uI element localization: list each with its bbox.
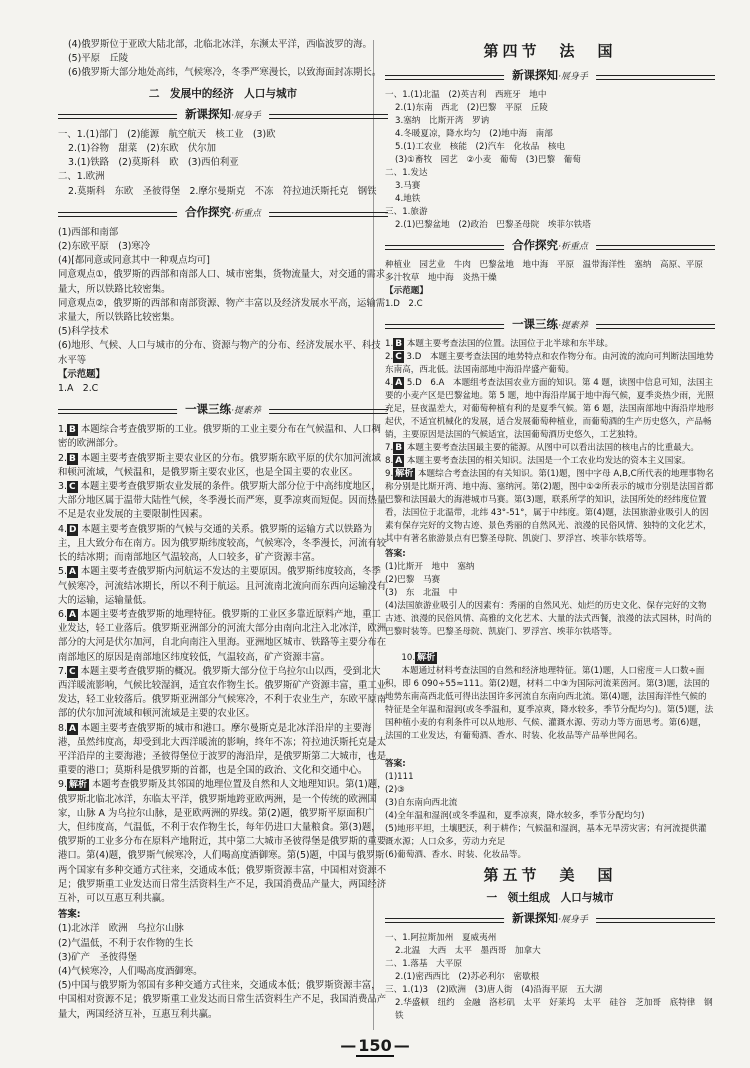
answer-section [385,758,715,862]
practice-text: 本题主要考查俄罗斯的气候与交通的关系。俄罗斯的运输方式以铁路为主，且大致分布在南方。因为俄罗斯纬度较高，气候寒冷，冬季漫长，河流有较长的结冰期；而南部地区气温较高，人口较多，矿产资源丰富。 [58,523,387,564]
practice-number: 8. [385,456,394,466]
text-line: (6)葡萄酒、香水、时装、化妆品等。 [385,850,527,860]
banner-label [504,66,596,86]
practice-text: 5.D 6.A 本题组考查法国农业方面的知识。第 4 题，读图中信息可知，法国主要的小麦产区是巴黎盆地。第 5 题，地中海沿岸属于地中海气候，夏季炎热少雨，光照充足，昼夜温差大，对葡萄种植有利的是夏季气候。第 6 题，法国南部地中海沿岸地形起伏，不适宜机械化的发展，适合发展葡萄种植业，而葡萄酒的生产历史悠久，产品畅销，主要原因是法国的气候适宜，法国葡萄酒历史悠久，工艺独特。 [385,378,714,440]
section-banner [385,66,715,84]
practice-text: 本题综合考查俄罗斯的工业。俄罗斯的工业主要分布在气候温和、人口稠密的欧洲部分。 [58,424,381,450]
practice-number: 9. [58,779,67,791]
practice-text: 本题综合考查法国的有关知识。第(1)题，图中字母 A,B,C所代表的地理事物名称分别是比斯开湾、地中海、塞纳河。第(2)题，图中①②所表示的城市分别是法国首都巴黎和法国最大的海港城市马赛。第(3)题，联系所学的知识，法国所处的经纬度位置看，法国位于北温带，北纬 43°-51°，属于中纬度。第(4)题，法国旅游业吸引人的因素有保存完好的文物古迹、景色秀丽的自然风光、浪漫的民俗风情、独特的文化艺术，其中有著名旅游景点有巴黎圣母院、凯旋门、罗浮宫、埃菲尔铁塔等。 [385,469,714,544]
banner-subtitle: ·析重点 [231,208,261,219]
text-line: (6)地形、气候、人口与城市的分布、资源与物产的分布、经济发展水平、科技水平等 [58,340,381,366]
practice-number: 1. [58,424,67,436]
text-line: 一、1.(1)北温 (2)英吉利 西班牙 地中 [385,90,547,100]
banner-subtitle: ·展身手 [231,110,261,121]
banner-subtitle: ·提素养 [231,406,261,417]
example-answer: 1.A 2.C [58,383,99,395]
answer-label: 答案: [385,549,406,559]
answer-block [58,128,388,199]
answer-tag: D [68,524,77,535]
answer-tag: B [395,339,403,349]
banner-label [504,236,596,256]
text-line: 3.马赛 [395,181,421,191]
left-column [58,38,388,1022]
section-banner [58,203,388,221]
answer-tag: C [395,352,402,362]
section-title: 第四节 法 国 [483,42,617,60]
text-line: (3) 东 北温 中 [385,588,458,598]
banner-subtitle: ·展身手 [558,72,588,82]
answer-tag: A [68,609,76,620]
practice-item [385,351,715,377]
text-line: (6)俄罗斯大部分地处高纬，气候寒冷，冬季严寒漫长，以致海面封冻期长。 [68,67,382,79]
practice-item [58,423,388,451]
practice-text: 本题主要考查俄罗斯的城市和港口。摩尔曼斯克是北冰洋沿岸的主要海港，虽然纬度高，却受到北大西洋暖流的影响，终年不冻；符拉迪沃斯托克是太平洋沿岸的主要海港；圣彼得堡位于波罗的海沿岸，是俄罗斯第二大城市，也是重要的港口；莫斯科是俄罗斯的首都，也是全国的政治、文化和交通中心。 [58,722,387,777]
text-line: 2.(1)密西西比 (2)苏必利尔 密歇根 [395,972,540,982]
practice-item [58,480,388,523]
practice-item [58,452,388,480]
text-line: 一、1.阿拉斯加州 夏威夷州 [385,933,497,943]
intro-block [58,38,388,81]
practice-item [58,722,388,779]
text-line: (4)气候寒冷，人们喝高度酒御寒。 [58,965,203,977]
text-line: 2.(1)巴黎盆地 (2)政治 巴黎圣母院 埃菲尔铁塔 [395,220,591,230]
section-subheading: 一 领土组成 人口与城市 [486,892,614,904]
practice-number: 5. [58,566,67,578]
section-banner [385,236,715,254]
text-line: 2.(1)东南 西北 (2)巴黎 平原 丘陵 [395,103,548,113]
practice-item [385,442,715,455]
text-line: 同意观点②，俄罗斯的西部和南部资源、物产丰富以及经济发展水平高，运输需求量大，所以铁路比较密集。 [58,297,386,324]
answer-tag: B [395,443,403,453]
text-line: (2)③ [385,785,405,795]
banner-label [177,105,269,125]
text-line: 3.塞纳 比斯开湾 罗讷 [395,116,490,126]
practice-item [385,639,715,756]
example-label: 【示范题】 [58,368,105,380]
practice-list [385,338,715,546]
text-line: (1)北冰洋 欧洲 乌拉尔山脉 [58,923,184,935]
practice-number: 2. [58,452,67,464]
text-line: (1)111 [385,772,414,782]
banner-subtitle: ·提素养 [558,321,588,331]
text-line: (3)自东南向西北流 [385,798,458,808]
banner-title: 新课探知 [512,911,559,925]
banner-label [177,400,269,420]
practice-number: 10. [401,653,416,663]
banner-label [504,315,596,335]
answer-tag: 解析 [417,653,436,663]
practice-item [385,338,715,351]
practice-number: 3. [58,481,67,493]
banner-label [504,909,596,929]
answer-tag: 解析 [68,780,87,791]
text-line: (2)巴黎 马赛 [385,575,441,585]
text-line: (2)气温低，不利于农作物的生长 [58,937,194,949]
answer-tag: B [68,425,76,436]
banner-title: 一课三练 [512,317,559,331]
answer-tag: C [68,482,76,493]
answer-tag: B [68,453,76,464]
practice-text: 本题主要考查俄罗斯内河航运不发达的主要原因。俄罗斯纬度较高，冬季气候寒冷，河流结冰期长，所以不利于航运。且河流南北流向而东西向运输没有大的运输，运输量低。 [58,566,387,606]
practice-text: 本题通过材料考查法国的自然和经济地理特征。第(1)题，人口密度＝人口数÷面积，即 6 090÷55≈111。第(2)题，材料二中③为国际河流莱茵河。第(3)题，法国的地势东南高西北低可得出法国许多河流自东南向西北流。第(4)题，法国海洋性气候的特征是全年温和湿润(或冬季温和，夏季凉爽，降水较多，季节分配均匀)。第(5)题，法国种植小麦的有利条件可以从地形、气候、灌溉水源、劳动力等方面思考。第(6)题，法国的工业发达，有葡萄酒、香水、时装、化妆品等产品举世闻名。 [385,666,714,741]
practice-text: 3.D 本题主要考查法国的地势特点和农作物分布。由河流的流向可判断法国地势东南高，西北低。法国南部地中海沿岸盛产葡萄。 [385,352,714,375]
practice-text: 本题主要考查俄罗斯主要农业区的分布。俄罗斯东欧平原的伏尔加河流域和顿河流域，气候温和，是俄罗斯主要农业区，也是全国主要的农业区。 [58,452,381,478]
practice-text: 本题主要考查法国最主要的能源。从图中可以看出法国的核电占的比重最大。 [406,443,700,453]
text-line: (5)地形平坦，土壤肥沃，利于耕作；气候温和湿润，基本无旱涝灾害；有河流提供灌溉水源；人口众多，劳动力充足 [385,824,707,847]
practice-number: 4. [385,378,394,388]
text-line: 2.(1)谷物 甜菜 (2)东欧 伏尔加 [68,143,217,155]
banner-title: 合作探究 [512,238,559,252]
banner-label [177,203,269,223]
answer-label: 答案: [58,909,81,921]
text-line: 4.冬暖夏凉，降水均匀 (2)地中海 南部 [395,129,553,139]
answer-tag: 解析 [395,469,414,479]
answer-tag: C [68,666,76,677]
practice-item [58,778,388,906]
page-number: — 150 — [340,1036,410,1055]
banner-title: 新课探知 [185,106,232,121]
text-line: (5)平原 丘陵 [68,53,129,65]
text-line: 2.北温 大西 太平 墨西哥 加拿大 [395,946,541,956]
practice-text: 本题主要考查法国的相关知识。法国是一个工农业均发达的资本主义国家。 [406,456,691,466]
answer-tag: A [68,723,76,734]
text-line: 2.华盛顿 纽约 金融 洛杉矶 太平 好莱坞 太平 硅谷 芝加哥 底特律 钢铁 [395,998,713,1021]
practice-item [58,523,388,566]
answer-section [385,548,715,639]
practice-number: 1. [385,339,394,349]
page-number-value: 150 [358,1036,392,1055]
answer-tag: A [395,378,403,388]
practice-number: 7. [385,443,394,453]
answer-section [58,908,388,1022]
text-line: (4)法国旅游业吸引人的因素有：秀丽的自然风光、灿烂的历史文化、保存完好的文物古迹、浪漫的民俗风情、高雅的文化艺术、大量的法式西餐，浪漫的法式园林，时尚的巴黎时装等。巴黎圣母院、凯旋门、罗浮宫、埃菲尔铁塔等。 [385,601,712,637]
text-line: (5)科学技术 [58,326,109,338]
practice-number: 7. [58,665,67,677]
text-line: 5.(1)工农业 核能 (2)汽车 化妆品 核电 [395,142,566,152]
example-answer: 1.D 2.C [385,299,423,309]
banner-title: 新课探知 [512,68,559,82]
right-column [385,38,715,1023]
section-banner [58,400,388,418]
practice-item [385,468,715,546]
practice-number: 9. [385,469,394,479]
answer-label: 答案: [385,759,406,769]
answer-block [385,932,715,1023]
practice-text: 本题主要考查俄罗斯的地理特征。俄罗斯的工业区多靠近原料产地，重工业发达，轻工业落后。俄罗斯亚洲部分的河流大部分由南向北注入北冰洋，欧洲部分的大河是伏尔加河，自北向南注入里海。亚洲地区城市、铁路等主要分布在南部地区的原因是南部地区纬度较低，气温较高，矿产资源丰富。 [58,608,387,663]
text-line: 3.(1)铁路 (2)莫斯科 欧 (3)西伯利亚 [68,157,239,169]
section-title: 第五节 美 国 [483,866,617,884]
section-banner [385,909,715,927]
text-line: 二、1.欧洲 [58,171,105,183]
banner-title: 一课三练 [185,402,232,417]
practice-number: 4. [58,523,67,535]
banner-subtitle: ·析重点 [558,242,588,252]
practice-text: 本题考查俄罗斯及其邻国的地理位置及自然和人文地理知识。第(1)题，俄罗斯北临北冰洋，东临太平洋，俄罗斯地跨亚欧两洲，是一个传统的欧洲国家，山脉 A 为乌拉尔山脉，是亚欧两洲的界线。第(2)题，俄罗斯平原面积广大，但纬度高，气温低，不利于农作物生长，每年仍进口大量粮食。第(3)题，俄罗斯的工业多分布在原料产地附近，其中第二大城市圣彼得堡是俄罗斯的重要港口。第(4)题，俄罗斯气候寒冷，人们喝高度酒御寒。第(5)题，中国与俄罗斯两个国家有多种交通方式往来，交通成本低；俄罗斯资源丰富，中国相对资源不足；俄罗斯重工业发达而日常生活资料生产不足，我国消费品产量大，两国经济互补，可以互惠互利共赢。 [58,779,387,904]
section-banner [58,105,388,123]
text-line: (3)①畜牧 园艺 ②小麦 葡萄 (3)巴黎 葡萄 [395,155,581,165]
practice-item [58,665,388,722]
answer-block [58,226,388,368]
text-line: 同意观点①，俄罗斯的西部和南部人口、城市密集，货物流量大，对交通的需求量大，所以铁路比较密集。 [58,269,386,295]
practice-item [58,565,388,608]
text-line: 一、1.(1)部门 (2)能源 航空航天 核工业 (3)欧 [58,128,276,140]
section-banner [385,315,715,333]
text-line: (4)全年温和湿润(或冬季温和，夏季凉爽，降水较多，季节分配均匀) [385,811,645,821]
text-line: 4.地铁 [395,194,421,204]
text-line: (3)矿产 圣彼得堡 [58,951,137,963]
text-line: 三、1.旅游 [385,207,428,217]
text-line: (4)[都同意或同意其中一种观点均可] [58,255,210,267]
text-line: (1)西部和南部 [58,226,119,238]
text-line: 种植业 园艺业 牛肉 巴黎盆地 地中海 平原 温带海洋性 塞纳 高原、平原 多汁牧草 地中海 炎热干燥 [385,260,712,283]
practice-text: 本题主要考查俄罗斯农业发展的条件。俄罗斯大部分位于中高纬度地区，大部分地区属于温带大陆性气候，冬季漫长而严寒，夏季凉爽而短促。因而热量不足是农业发展的主要限制性因素。 [58,481,387,521]
practice-text: 本题主要考查法国的位置。法国位于北半球和东半球。 [406,339,614,349]
text-line: (1)比斯开 地中 塞纳 [385,562,475,572]
text-line: 二、1.落基 大平原 [385,959,462,969]
answer-block [385,89,715,232]
practice-number: 2. [385,352,394,362]
practice-item [385,455,715,468]
section-heading: 二 发展中的经济 人口与城市 [148,87,298,100]
example-label: 【示范题】 [385,286,428,296]
practice-item [58,608,388,665]
answer-tag: A [68,567,76,578]
answer-tag: A [395,456,403,466]
practice-list [58,423,388,906]
practice-text: 本题主要考查俄罗斯的概况。俄罗斯大部分位于乌拉尔山以西，受到北大西洋暖流影响，气候比较湿润，适宜农作物生长。俄罗斯矿产资源丰富，重工业发达，轻工业较落后。俄罗斯亚洲部分气候寒冷，不利于农业生产，东欧平原南部的伏尔加河流域和顿河流域是主要的农业区。 [58,665,387,720]
text-line: 三、1.(1)3 (2)欧洲 (3)唐人街 (4)沿海平原 五大湖 [385,985,603,995]
text-line: (4)俄罗斯位于亚欧大陆北部，北临北冰洋，东濒太平洋，西临波罗的海。 [68,39,372,50]
text-line: 二、1.发达 [385,168,428,178]
text-line: (5)中国与俄罗斯为邻国有多种交通方式往来，交通成本低；俄罗斯资源丰富，中国相对资源不足；俄罗斯重工业发达而日常生活资料生产不足，我国消费品产量大，两国经济互补，互惠互利共赢。 [58,980,387,1020]
text-line: 2.莫斯科 东欧 圣彼得堡 2.摩尔曼斯克 不冻 符拉迪沃斯托克 钢铁 [68,185,377,197]
practice-number: 8. [58,722,67,734]
practice-item [385,377,715,442]
practice-number: 6. [58,608,67,620]
banner-subtitle: ·展身手 [558,915,588,925]
banner-title: 合作探究 [185,204,232,219]
text-line: (2)东欧平原 (3)寒冷 [58,241,151,253]
